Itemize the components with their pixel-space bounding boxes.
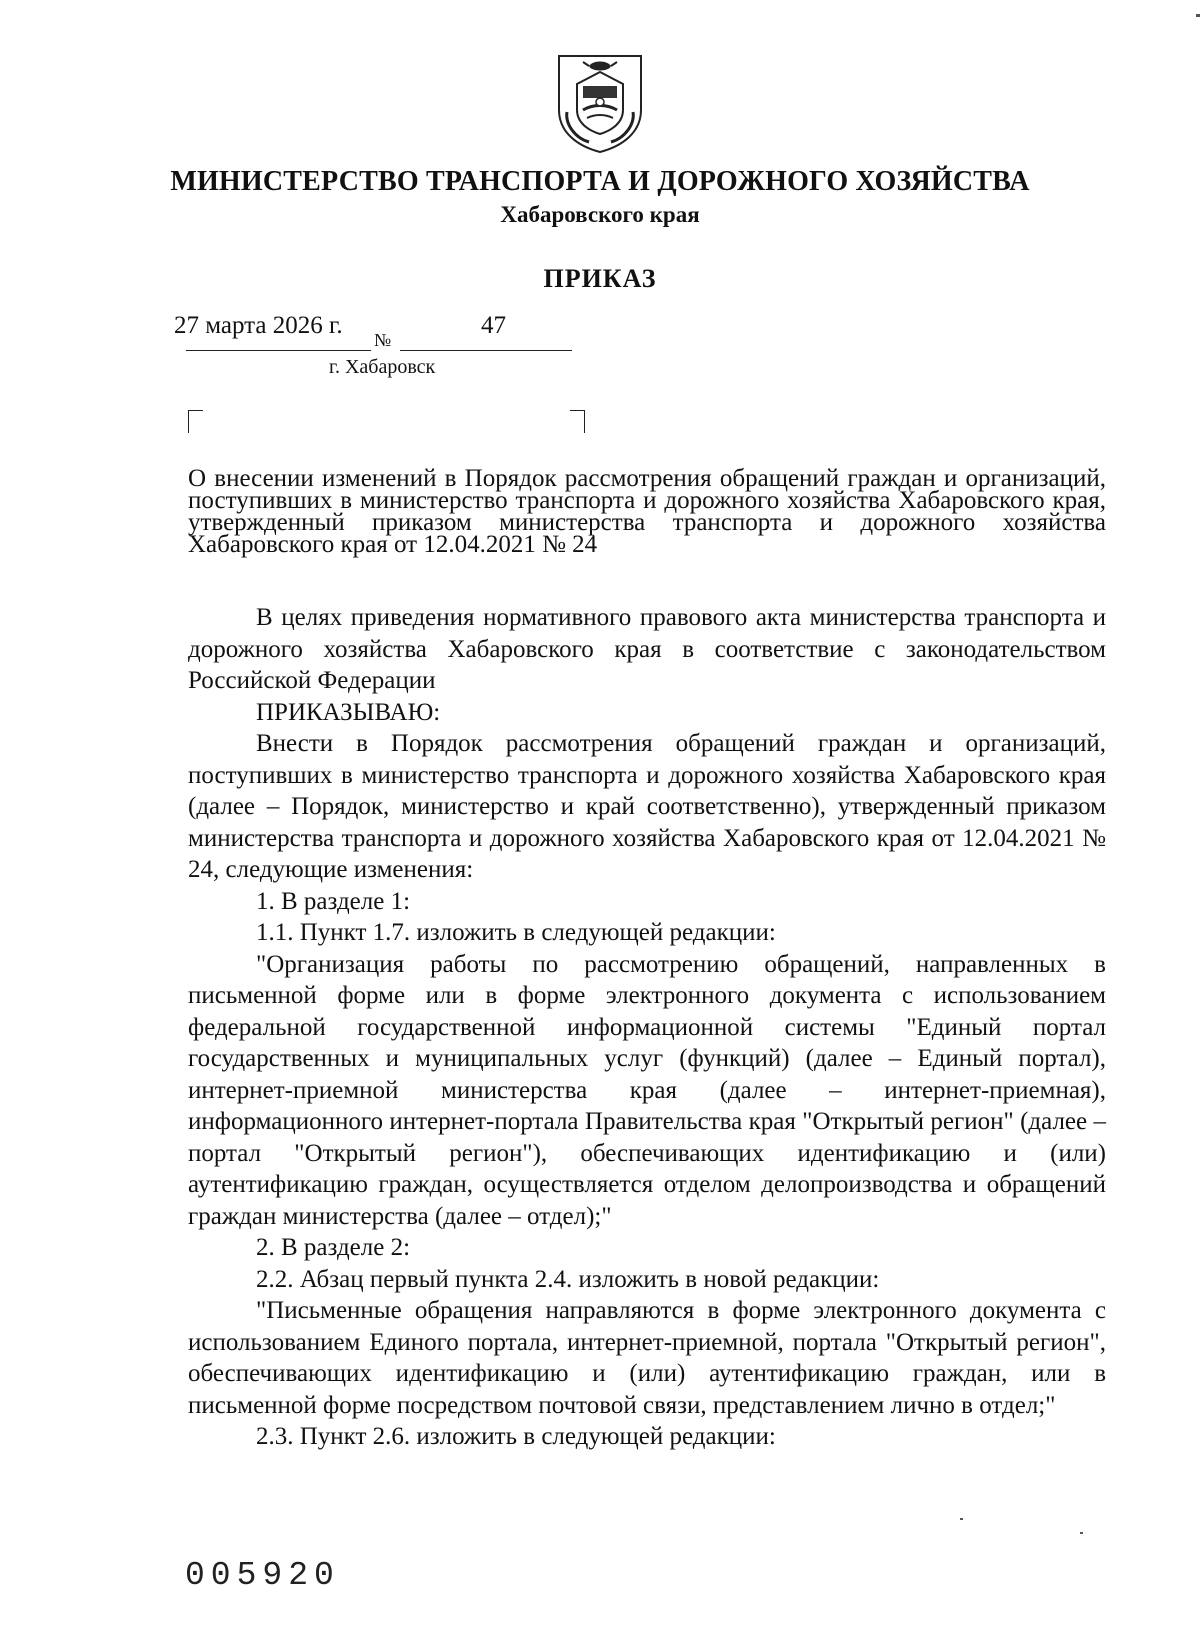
scan-speck (960, 1518, 963, 1520)
document-type-heading: ПРИКАЗ (543, 264, 657, 293)
number-sign: № (374, 330, 392, 350)
order-date: 27 марта 2026 г. (174, 312, 343, 339)
corner-mark-right (570, 410, 585, 433)
number-underline (400, 350, 572, 351)
body-paragraph: В целях приведения нормативного правового акта министерства транспорта и дорожного хозяйства Хабаровского края в соответствие с законодательством Российской Федерации (188, 604, 1106, 694)
order-subject: О внесении изменений в Порядок рассмотрения обращений граждан и организаций, поступивших в министерство транспорта и дорожного хозяйства Хабаровского края, утвержденный приказом министерства транспорта и дорожного хозяйства Хабаровского края от 12.04.2021 № 24 (188, 465, 1106, 558)
body-paragraph: 2. В разделе 2: (256, 1234, 411, 1261)
order-body (188, 602, 1106, 1453)
scan-speck (1196, 14, 1200, 17)
city-label: г. Хабаровск (329, 356, 436, 378)
body-paragraph: Внести в Порядок рассмотрения обращений граждан и организаций, поступивших в министерство транспорта и дорожного хозяйства Хабаровского края (далее – Порядок, министерство и край соответственно), утвержденный приказом министерства транспорта и дорожного хозяйства Хабаровского края от 12.04.2021 № 24, следующие изменения: (188, 730, 1106, 883)
body-paragraph: "Письменные обращения направляются в форме электронного документа с использованием Единого портала, интернет-приемной, портала "Открытый регион", обеспечивающих идентификацию и (или) аутентификацию граждан, или в письменной форме посредством почтовой связи, представлением лично в отдел;" (188, 1297, 1106, 1419)
order-number: 47 (481, 312, 506, 339)
region-subtitle: Хабаровского края (500, 202, 700, 227)
body-paragraph: 1.1. Пункт 1.7. изложить в следующей редакции: (256, 919, 776, 946)
serial-number: 005920 (185, 1557, 340, 1594)
coat-of-arms-emblem (553, 52, 647, 154)
body-paragraph: 2.2. Абзац первый пункта 2.4. изложить в новой редакции: (256, 1265, 880, 1293)
body-paragraph: "Организация работы по рассмотрению обращений, направленных в письменной форме или в форме электронного документа с использованием федеральной государственной информационной системы "Единый портал государственных и муниципальных услуг (функций) (далее – Единый портал), интернет-приемной министерства края (далее – интернет-приемная), информационного интернет-портала Правительства края "Открытый регион" (далее – портал "Открытый регион"), обеспечивающих идентификацию и (или) аутентификацию граждан, осуществляется отделом делопроизводства и обращений граждан министерства (далее – отдел);" (188, 950, 1106, 1230)
date-underline (186, 350, 371, 351)
body-paragraph: 1. В разделе 1: (256, 887, 411, 915)
ministry-title: МИНИСТЕРСТВО ТРАНСПОРТА И ДОРОЖНОГО ХОЗЯЙСТВА (170, 166, 1030, 197)
body-paragraph: 2.3. Пункт 2.6. изложить в следующей редакции: (256, 1423, 776, 1450)
body-paragraph: ПРИКАЗЫВАЮ: (256, 698, 441, 726)
scan-speck (1080, 1532, 1083, 1534)
corner-mark-left (188, 410, 203, 433)
